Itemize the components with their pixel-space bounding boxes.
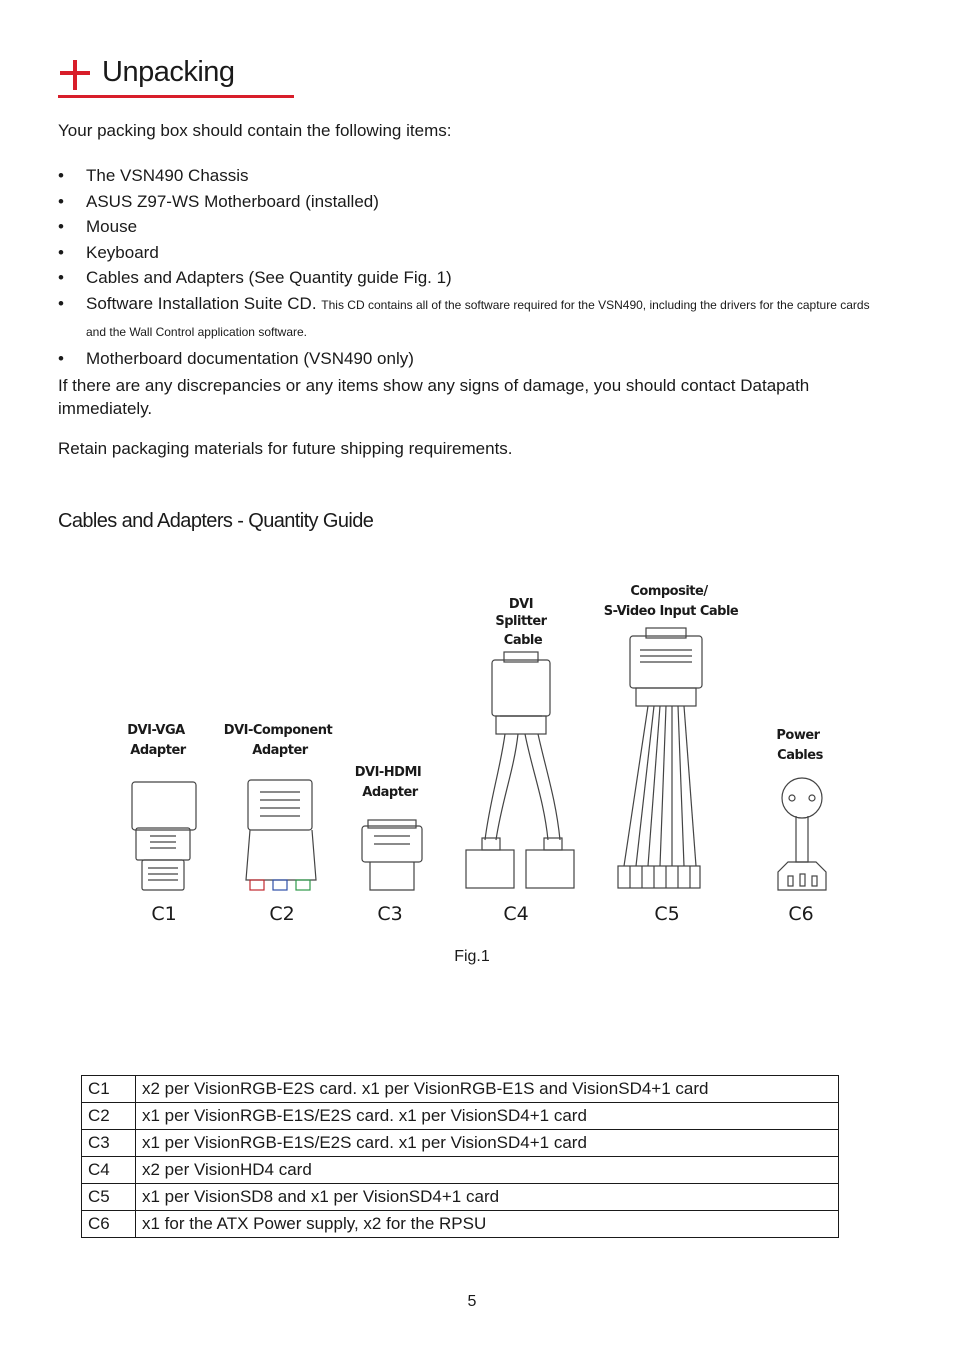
row-description: x1 per VisionRGB-E1S/E2S card. x1 per VisionSD4+1 card xyxy=(136,1103,839,1130)
row-code: C1 xyxy=(82,1076,136,1103)
quantity-table xyxy=(81,1075,839,1238)
label-c4-line1: DVI xyxy=(508,597,534,612)
item-text: Cables and Adapters (See Quantity guide Fig. 1) xyxy=(86,268,452,287)
label-c5-line1: Composite/ xyxy=(630,584,708,599)
label-c4-line3: Cable xyxy=(503,633,543,648)
item-text: Software Installation Suite CD. xyxy=(86,293,317,313)
label-c1-line2: Adapter xyxy=(130,743,186,758)
row-code: C3 xyxy=(82,1130,136,1157)
item-text: Mouse xyxy=(86,217,138,236)
intro-text: Your packing box should contain the following items: xyxy=(58,121,452,140)
item-text: Motherboard documentation (VSN490 only) xyxy=(86,348,414,368)
row-description: x1 for the ATX Power supply, x2 for the RPSU xyxy=(136,1211,839,1238)
table-row xyxy=(82,1076,839,1103)
item-text: ASUS Z97-WS Motherboard (installed) xyxy=(86,191,379,211)
label-c6-line2: Cables xyxy=(777,748,823,763)
code-c3: C3 xyxy=(377,903,403,925)
dvi-hdmi-adapter-illustration xyxy=(362,820,422,890)
row-description: x2 per VisionRGB-E2S card. x1 per VisionRGB-E1S and VisionSD4+1 card xyxy=(136,1076,839,1103)
retain-text: Retain packaging materials for future shipping requirements. xyxy=(58,439,513,458)
label-c4-line2: Splitter xyxy=(495,614,547,629)
bullet: • xyxy=(58,242,64,262)
composite-svideo-cable-illustration xyxy=(618,628,702,888)
bullet: • xyxy=(58,217,64,236)
label-c2-line2: Adapter xyxy=(252,743,308,758)
item-text: The VSN490 Chassis xyxy=(86,166,249,185)
bullet: • xyxy=(58,293,64,313)
table-row xyxy=(82,1130,839,1157)
dvi-vga-adapter-illustration xyxy=(132,782,196,890)
bullet: • xyxy=(58,348,64,368)
cables-adapters-figure xyxy=(100,570,860,940)
bullet: • xyxy=(58,191,64,211)
list-item xyxy=(58,163,878,189)
heading-underline xyxy=(58,95,294,98)
row-description: x2 per VisionHD4 card xyxy=(136,1157,839,1184)
label-c5 xyxy=(604,584,739,619)
label-c4 xyxy=(495,597,550,648)
table-row xyxy=(82,1103,839,1130)
power-cable-illustration xyxy=(778,778,826,890)
list-item xyxy=(58,291,878,346)
code-c1: C1 xyxy=(151,903,177,925)
list-item xyxy=(58,214,878,240)
section-heading xyxy=(58,56,294,98)
code-c2: C2 xyxy=(269,903,295,925)
row-code: C2 xyxy=(82,1103,136,1130)
label-c3-line2: Adapter xyxy=(362,785,418,800)
list-item xyxy=(58,265,878,291)
label-c3-line1: DVI-HDMI xyxy=(354,765,422,780)
code-c4: C4 xyxy=(503,903,529,925)
red-cross-icon xyxy=(60,60,90,90)
label-c3 xyxy=(355,765,426,800)
label-c5-line2: S-Video Input Cable xyxy=(603,604,739,619)
row-description: x1 per VisionSD8 and x1 per VisionSD4+1 card xyxy=(136,1184,839,1211)
code-c6: C6 xyxy=(788,903,814,925)
table-row xyxy=(82,1211,839,1238)
quantity-guide-heading: Cables and Adapters - Quantity Guide xyxy=(58,510,374,532)
label-c1-line1: DVI-VGA xyxy=(127,723,185,738)
bullet: • xyxy=(58,166,64,185)
table-row xyxy=(82,1157,839,1184)
figure-caption: Fig.1 xyxy=(454,948,490,965)
row-code: C5 xyxy=(82,1184,136,1211)
row-code: C6 xyxy=(82,1211,136,1238)
label-c6 xyxy=(776,728,823,763)
row-code: C4 xyxy=(82,1157,136,1184)
packing-items-list xyxy=(58,163,878,371)
item-note: This CD contains all of the software required for the VSN490, including the drivers for the capture cards and the Wall Control application software. xyxy=(86,297,870,339)
list-item xyxy=(58,189,878,215)
list-item xyxy=(58,240,878,266)
row-description: x1 per VisionRGB-E1S/E2S card. x1 per VisionSD4+1 card xyxy=(136,1130,839,1157)
code-c5: C5 xyxy=(654,903,680,925)
page-title: Unpacking xyxy=(102,56,235,88)
label-c1 xyxy=(127,723,188,758)
page-number: 5 xyxy=(467,1293,477,1310)
discrepancy-text: If there are any discrepancies or any items show any signs of damage, you should contact Datapath immediately. xyxy=(58,376,810,418)
item-text: Keyboard xyxy=(86,242,159,262)
label-c2 xyxy=(224,723,336,758)
bullet: • xyxy=(58,268,64,287)
label-c2-line1: DVI-Component xyxy=(223,723,333,738)
list-item xyxy=(58,346,878,372)
label-c6-line1: Power xyxy=(776,728,820,743)
dvi-splitter-cable-illustration xyxy=(466,652,574,888)
dvi-component-adapter-illustration xyxy=(246,780,316,890)
table-row xyxy=(82,1184,839,1211)
